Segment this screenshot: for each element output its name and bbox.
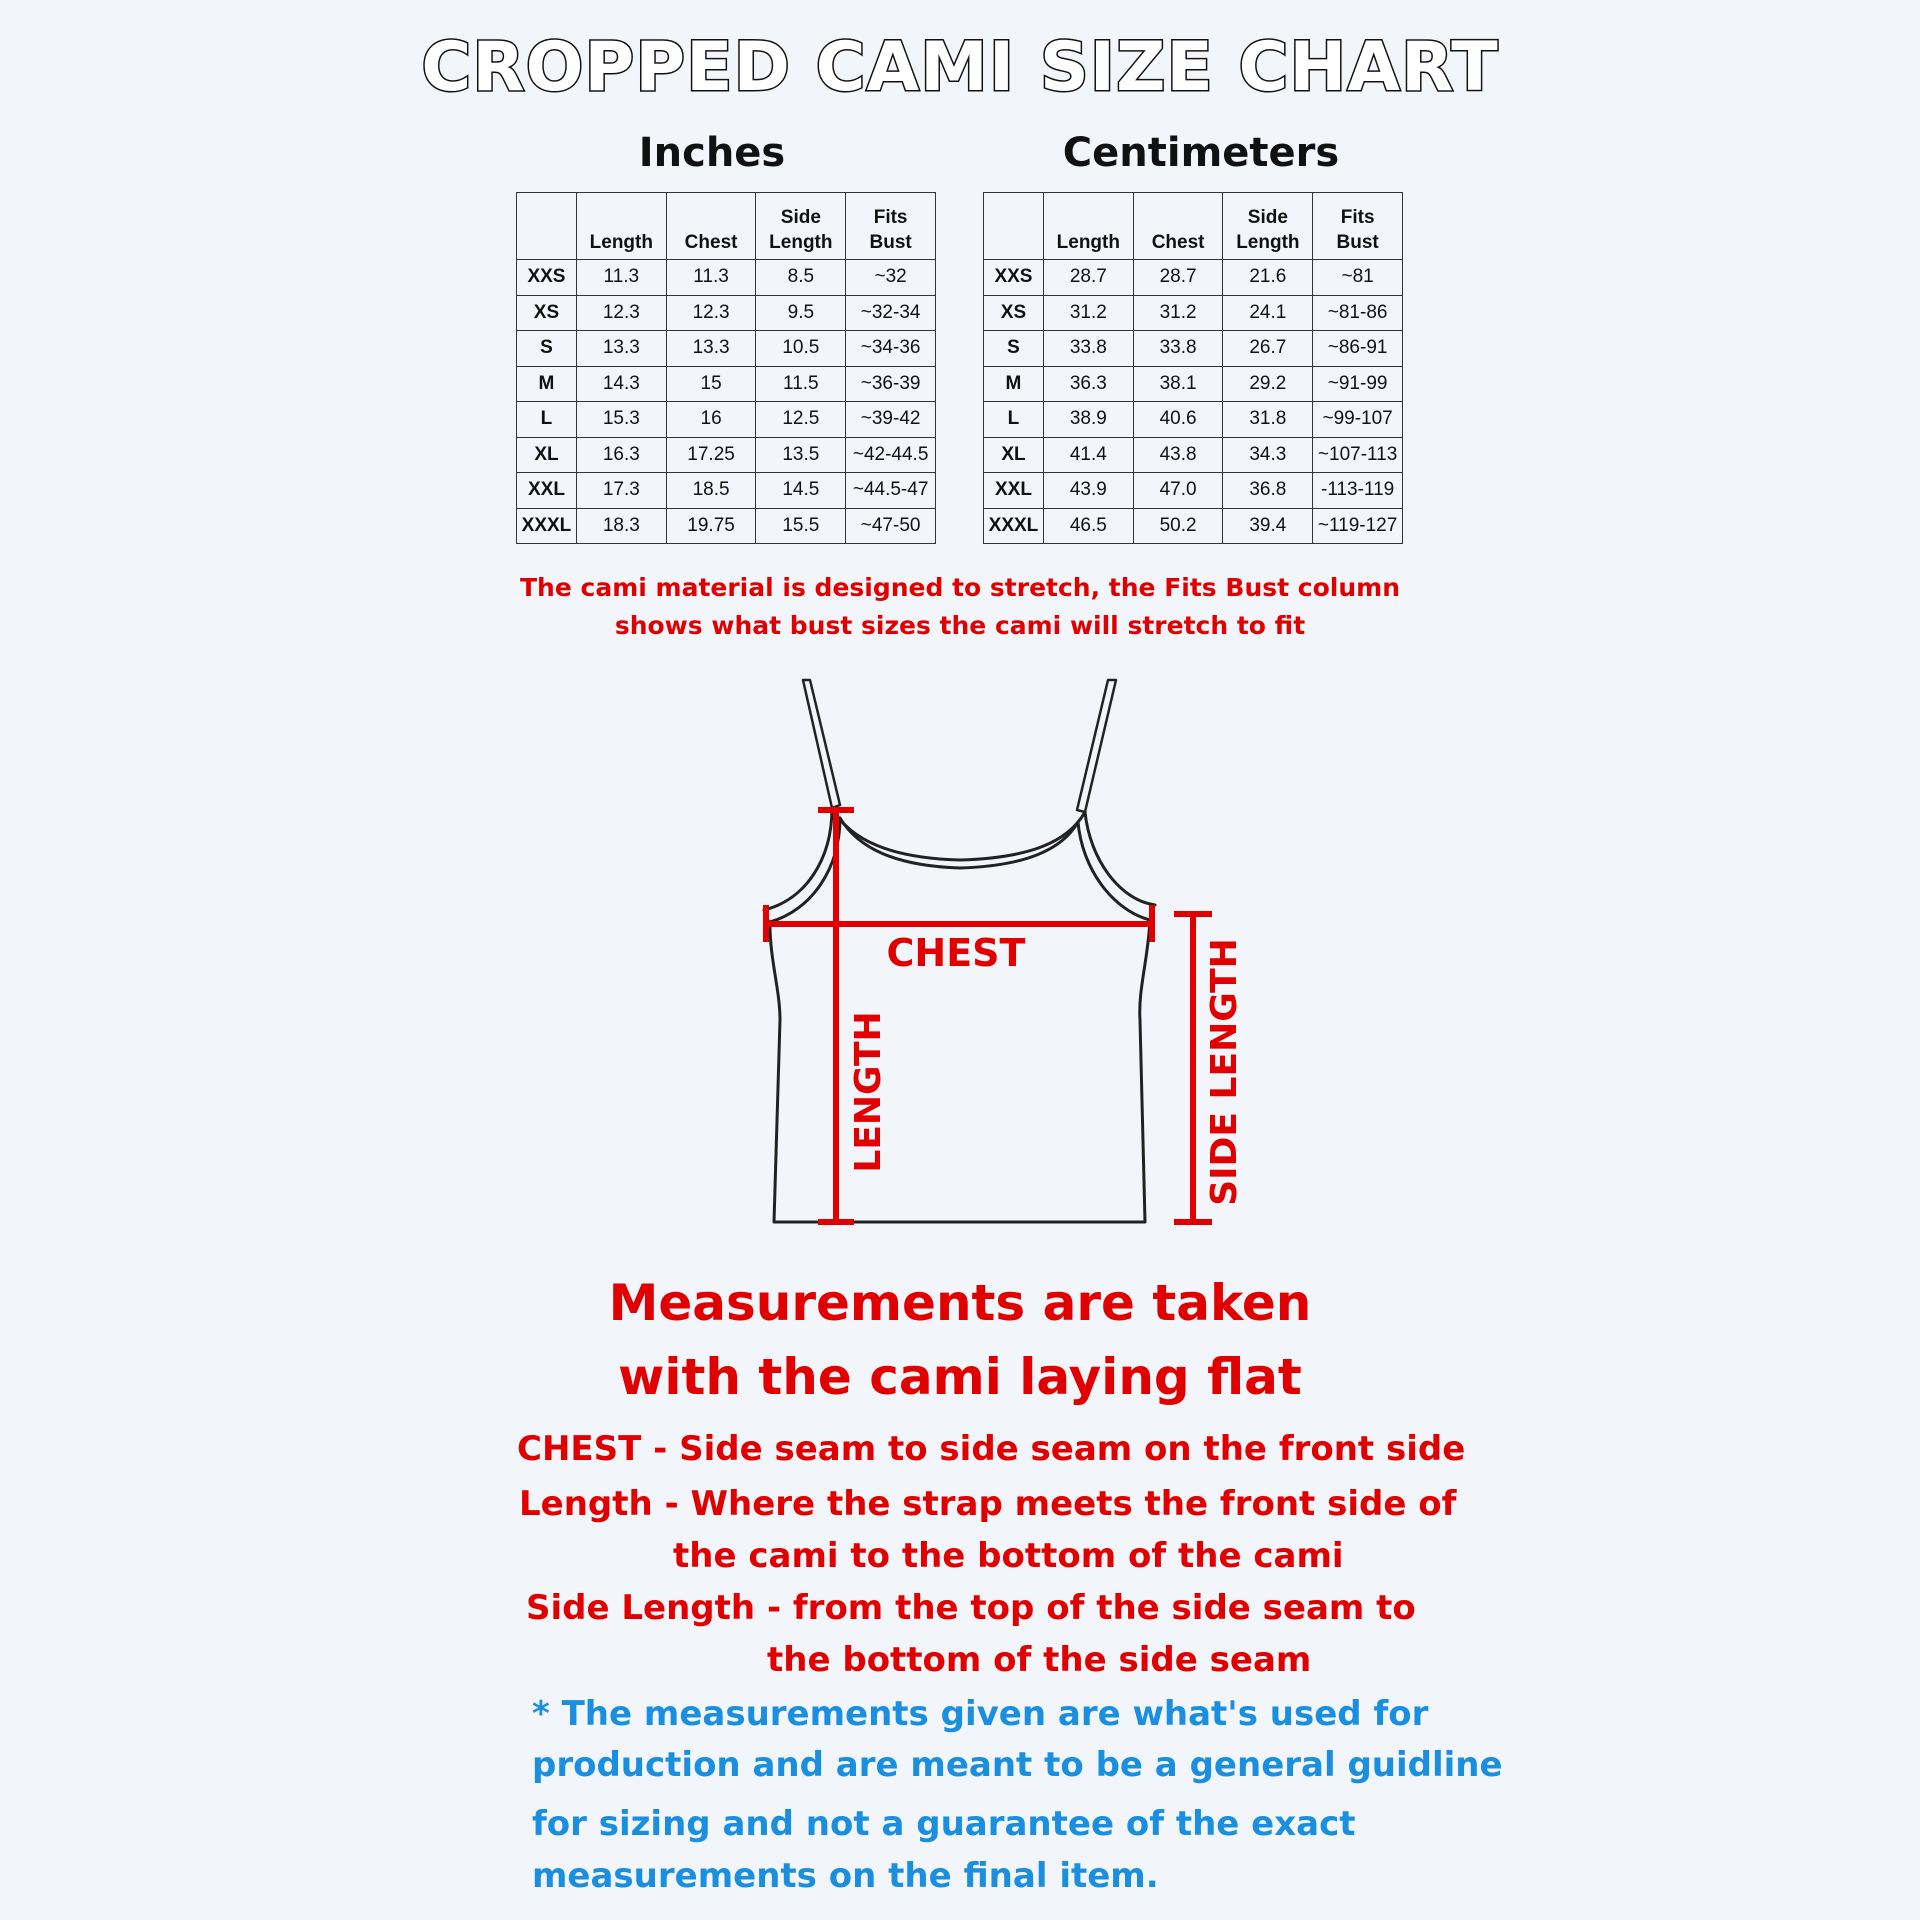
table-cell: ~99-107 xyxy=(1313,402,1403,438)
length-definition-line1: Length - Where the strap meets the front side of xyxy=(519,1484,1457,1524)
size-label-cell: XS xyxy=(984,295,1044,331)
centimeters-heading: Centimeters xyxy=(1062,130,1340,176)
length-definition-line2: the cami to the bottom of the cami xyxy=(673,1536,1344,1576)
size-label-cell: XXS xyxy=(517,260,577,296)
table-cell: 26.7 xyxy=(1223,331,1313,367)
table-cell: 13.5 xyxy=(756,437,846,473)
table-cell: 18.5 xyxy=(666,473,756,509)
column-header: Length xyxy=(1043,193,1133,260)
table-cell: ~39-42 xyxy=(846,402,936,438)
table-cell: 15.3 xyxy=(576,402,666,438)
size-label-cell: XL xyxy=(517,437,577,473)
size-label-cell: XL xyxy=(984,437,1044,473)
table-cell: ~32 xyxy=(846,260,936,296)
table-cell: 38.1 xyxy=(1133,366,1223,402)
column-header: Side Length xyxy=(1223,193,1313,260)
table-cell: 31.8 xyxy=(1223,402,1313,438)
table-cell: 11.3 xyxy=(576,260,666,296)
table-cell: 36.3 xyxy=(1043,366,1133,402)
size-label-cell: XXL xyxy=(984,473,1044,509)
size-label-cell: XXS xyxy=(984,260,1044,296)
length-label: LENGTH xyxy=(848,1011,889,1173)
table-cell: 15 xyxy=(666,366,756,402)
table-cell: 28.7 xyxy=(1043,260,1133,296)
side-length-definition-line1: Side Length - from the top of the side seam to xyxy=(526,1588,1416,1628)
table-cell: 18.3 xyxy=(576,508,666,544)
table-cell: 36.8 xyxy=(1223,473,1313,509)
table-cell: 9.5 xyxy=(756,295,846,331)
column-header: Chest xyxy=(1133,193,1223,260)
table-cell: 12.5 xyxy=(756,402,846,438)
table-cell: 38.9 xyxy=(1043,402,1133,438)
table-cell: 50.2 xyxy=(1133,508,1223,544)
table-cell: 41.4 xyxy=(1043,437,1133,473)
table-cell: 19.75 xyxy=(666,508,756,544)
table-cell: 47.0 xyxy=(1133,473,1223,509)
page-title: CROPPED CAMI SIZE CHART xyxy=(421,28,1499,107)
size-label-cell: XXXL xyxy=(984,508,1044,544)
measure-lines xyxy=(766,810,1212,1222)
table-cell: 43.8 xyxy=(1133,437,1223,473)
table-cell: 29.2 xyxy=(1223,366,1313,402)
table-cell: 31.2 xyxy=(1043,295,1133,331)
stretch-note-line2: shows what bust sizes the cami will stretch to fit xyxy=(614,611,1306,640)
table-cell: 8.5 xyxy=(756,260,846,296)
table-cell: 16.3 xyxy=(576,437,666,473)
stretch-note-line1: The cami material is designed to stretch, the Fits Bust column xyxy=(520,573,1400,602)
table-cell: 33.8 xyxy=(1133,331,1223,367)
table-cell: 15.5 xyxy=(756,508,846,544)
table-cell: 16 xyxy=(666,402,756,438)
table-cell: 13.3 xyxy=(576,331,666,367)
disclaimer-line2: production and are meant to be a general guidline xyxy=(532,1745,1503,1785)
table-cell: ~91-99 xyxy=(1313,366,1403,402)
flat-note-line2: with the cami laying flat xyxy=(618,1348,1302,1406)
table-cell: 40.6 xyxy=(1133,402,1223,438)
table-cell: ~42-44.5 xyxy=(846,437,936,473)
size-label-cell: XXL xyxy=(517,473,577,509)
table-cell: 33.8 xyxy=(1043,331,1133,367)
size-label-cell: XXXL xyxy=(517,508,577,544)
table-cell: 11.5 xyxy=(756,366,846,402)
table-cell: 12.3 xyxy=(576,295,666,331)
table-cell: ~34-36 xyxy=(846,331,936,367)
side-length-definition-line2: the bottom of the side seam xyxy=(767,1640,1312,1680)
table-cell: ~81 xyxy=(1313,260,1403,296)
table-cell: 13.3 xyxy=(666,331,756,367)
size-label-cell: M xyxy=(517,366,577,402)
size-label-cell: S xyxy=(984,331,1044,367)
size-label-cell: L xyxy=(984,402,1044,438)
table-cell: 24.1 xyxy=(1223,295,1313,331)
size-label-cell: XS xyxy=(517,295,577,331)
table-cell: ~86-91 xyxy=(1313,331,1403,367)
column-header: Length xyxy=(576,193,666,260)
size-label-cell: M xyxy=(984,366,1044,402)
table-cell: 31.2 xyxy=(1133,295,1223,331)
table-cell: ~119-127 xyxy=(1313,508,1403,544)
table-cell: 12.3 xyxy=(666,295,756,331)
table-cell: 43.9 xyxy=(1043,473,1133,509)
table-cell: 46.5 xyxy=(1043,508,1133,544)
disclaimer-line1: * The measurements given are what's used for xyxy=(532,1694,1429,1734)
table-cell: ~107-113 xyxy=(1313,437,1403,473)
table-cell: 28.7 xyxy=(1133,260,1223,296)
disclaimer-line4: measurements on the final item. xyxy=(532,1856,1159,1896)
chest-definition: CHEST - Side seam to side seam on the front side xyxy=(517,1429,1466,1469)
table-cell: ~44.5-47 xyxy=(846,473,936,509)
table-cell: 14.5 xyxy=(756,473,846,509)
column-header: Fits Bust xyxy=(1313,193,1403,260)
flat-note-line1: Measurements are taken xyxy=(608,1274,1312,1332)
size-label-cell: S xyxy=(517,331,577,367)
table-cell: 17.3 xyxy=(576,473,666,509)
table-cell: 11.3 xyxy=(666,260,756,296)
table-cell: 21.6 xyxy=(1223,260,1313,296)
disclaimer-line3: for sizing and not a guarantee of the exact xyxy=(532,1804,1356,1844)
table-cell: ~36-39 xyxy=(846,366,936,402)
table-cell: 17.25 xyxy=(666,437,756,473)
column-header: Chest xyxy=(666,193,756,260)
table-cell: 10.5 xyxy=(756,331,846,367)
table-cell: ~47-50 xyxy=(846,508,936,544)
table-cell: 14.3 xyxy=(576,366,666,402)
column-header: Fits Bust xyxy=(846,193,936,260)
table-cell: 34.3 xyxy=(1223,437,1313,473)
table-cell: 39.4 xyxy=(1223,508,1313,544)
table-cell: ~32-34 xyxy=(846,295,936,331)
table-cell: ~81-86 xyxy=(1313,295,1403,331)
side-length-label: SIDE LENGTH xyxy=(1204,938,1245,1206)
table-cell: -113-119 xyxy=(1313,473,1403,509)
size-label-cell: L xyxy=(517,402,577,438)
column-header: Side Length xyxy=(756,193,846,260)
inches-heading: Inches xyxy=(638,130,786,176)
chest-label: CHEST xyxy=(886,931,1026,975)
